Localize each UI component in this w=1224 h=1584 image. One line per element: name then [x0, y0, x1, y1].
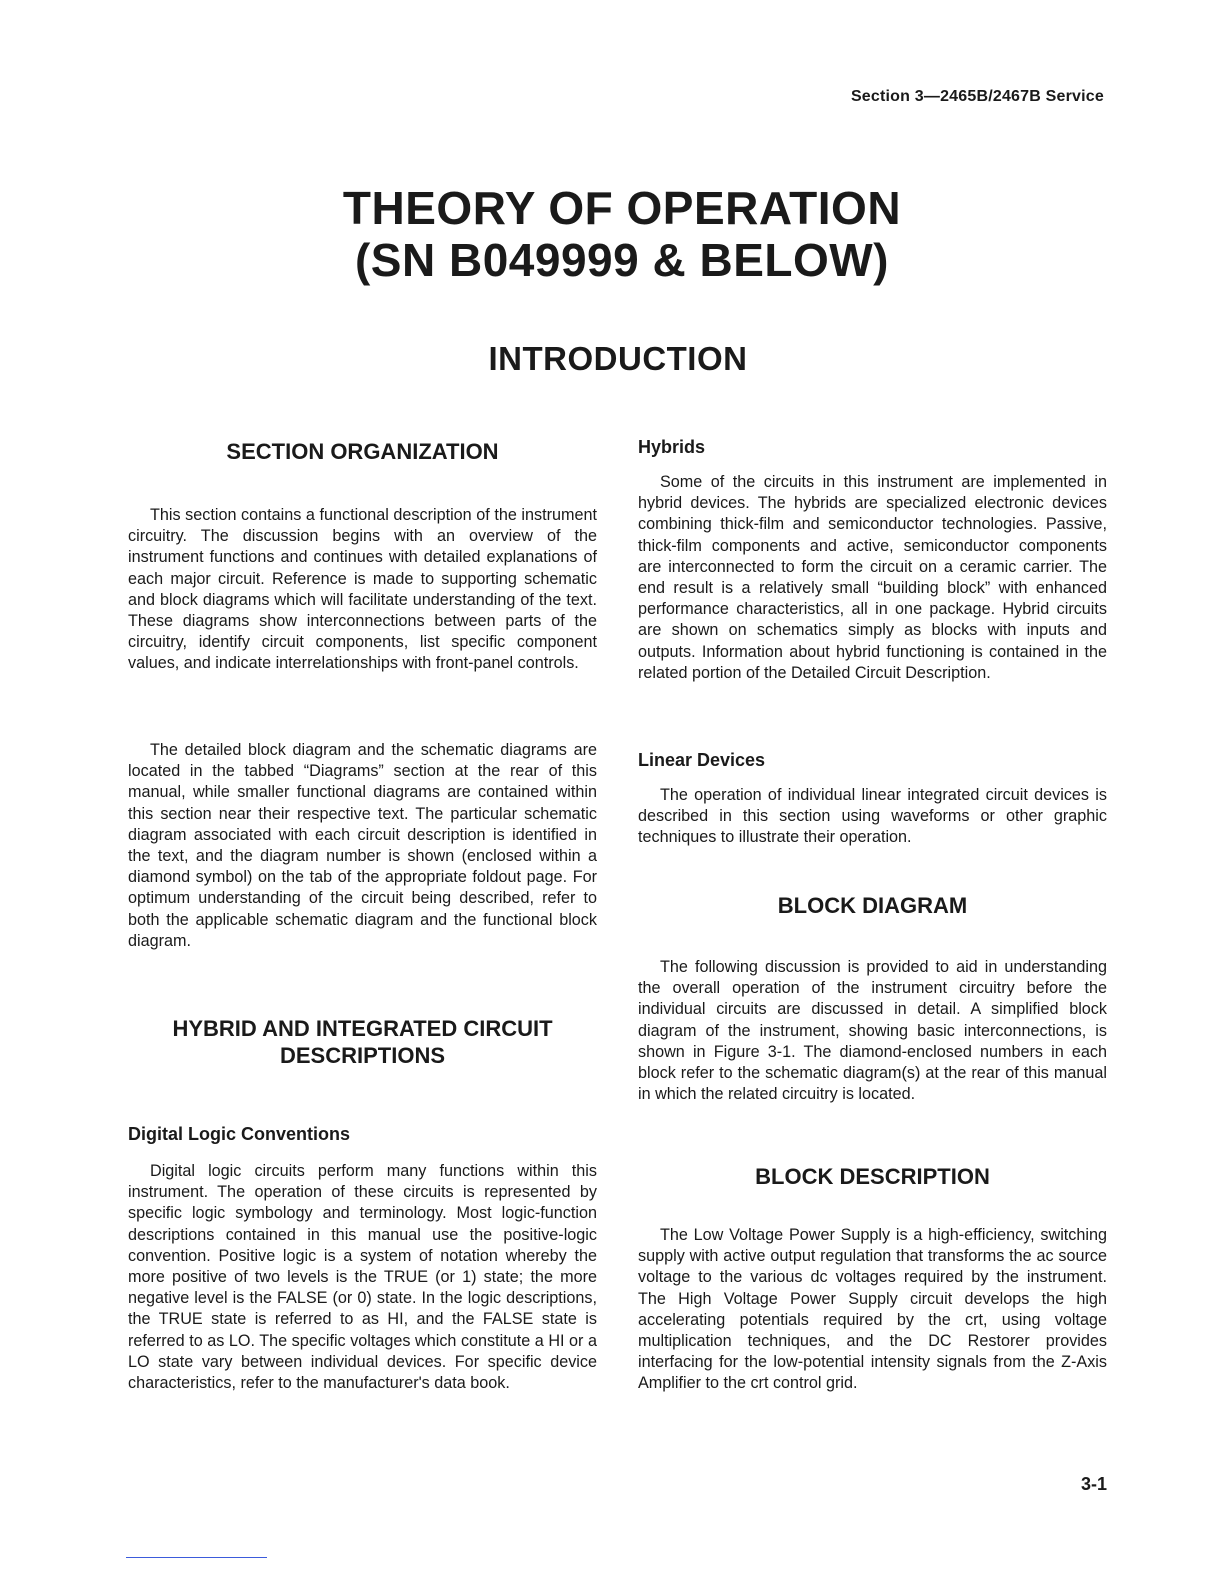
hybrids-heading: Hybrids	[638, 437, 706, 457]
footer-rule	[126, 1557, 267, 1558]
page-title-line1: THEORY OF OPERATION	[342, 182, 902, 234]
page-number: 3-1	[1080, 1474, 1107, 1494]
page-title-line2: (SN B049999 & BELOW)	[354, 234, 889, 286]
hybrid-ic-heading	[128, 1015, 597, 1069]
introduction-heading: INTRODUCTION	[488, 340, 748, 377]
block-diagram-heading: BLOCK DIAGRAM	[777, 893, 968, 918]
section-organization-heading: SECTION ORGANIZATION	[226, 439, 499, 464]
digital-logic-heading: Digital Logic Conventions	[128, 1124, 351, 1144]
digital-logic-paragraph: Digital logic circuits perform many functions within this instrument. The operation of these circuits is represented by specific logic symbology and terminology. Most logic-function descriptions contained in this manual use the positive-logic convention. Positive logic is a system of notation whereby the more positive of two levels is the TRUE (or 1) state; the more negative level is the FALSE (or 0) state. In the logic descriptions, the TRUE state is referred to as HI, and the FALSE state is referred to as LO. The specific voltages which constitute a HI or a LO state vary between individual devices. For specific device characteristics, refer to the manufacturer's data book.	[128, 1162, 597, 1393]
section-organization-paragraph-2: The detailed block diagram and the schematic diagrams are located in the tabbed “Diagrams” section at the rear of this manual, while smaller functional diagrams are contained within this section near their respective text. The particular schematic diagram associated with each circuit description is identified in the text, and the diagram number is shown (enclosed within a diamond symbol) on the tab of the appropriate foldout page. For optimum understanding of the circuit being described, refer to both the applicable schematic diagram and the functional block diagram.	[128, 741, 597, 950]
section-header: Section 3—2465B/2467B Service	[850, 88, 1104, 105]
hybrids-paragraph: Some of the circuits in this instrument are implemented in hybrid devices. The hybrids are specialized electronic devices combining thick-film and semiconductor technologies. Passive, thick-film components and active, semiconductor components are interconnected to form the circuit on a ceramic carrier. The end result is a relatively small “building block” with enhanced performance characteristics, all in one package. Hybrid circuits are shown on schematics simply as blocks with inputs and outputs. Information about hybrid functioning is contained in the related portion of the Detailed Circuit Description.	[638, 473, 1107, 682]
linear-devices-heading: Linear Devices	[638, 750, 766, 770]
hybrid-ic-heading-line1: HYBRID AND INTEGRATED CIRCUIT	[172, 1016, 553, 1041]
hybrid-ic-heading-line2: DESCRIPTIONS	[279, 1043, 446, 1068]
block-description-heading: BLOCK DESCRIPTION	[755, 1164, 990, 1189]
section-organization-paragraph-1: This section contains a functional description of the instrument circuitry. The discussion begins with an overview of the instrument functions and continues with detailed explanations of each major circuit. Reference is made to supporting schematic and block diagrams which will facilitate understanding of the text. These diagrams show interconnections between parts of the circuitry, identify circuit components, list specific component values, and indicate interrelationships with front-panel controls.	[128, 506, 597, 673]
page-title	[0, 182, 1224, 286]
block-description-paragraph: The Low Voltage Power Supply is a high-efficiency, switching supply with active output regulation that transforms the ac source voltage to the various dc voltages required by the instrument. The High Voltage Power Supply circuit develops the high accelerating potentials required by the crt, using voltage multiplication techniques, and the DC Restorer provides interfacing for the low-potential intensity signals from the Z-Axis Amplifier to the crt control grid.	[638, 1226, 1107, 1393]
linear-devices-paragraph: The operation of individual linear integrated circuit devices is described in this section using waveforms or other graphic techniques to illustrate their operation.	[638, 786, 1107, 847]
block-diagram-paragraph: The following discussion is provided to aid in understanding the overall operation of the instrument circuitry before the individual circuits are discussed in detail. A simplified block diagram of the instrument, showing basic interconnections, is shown in Figure 3-1. The diamond-enclosed numbers in each block refer to the schematic diagram(s) at the rear of this manual in which the related circuitry is located.	[638, 958, 1107, 1104]
